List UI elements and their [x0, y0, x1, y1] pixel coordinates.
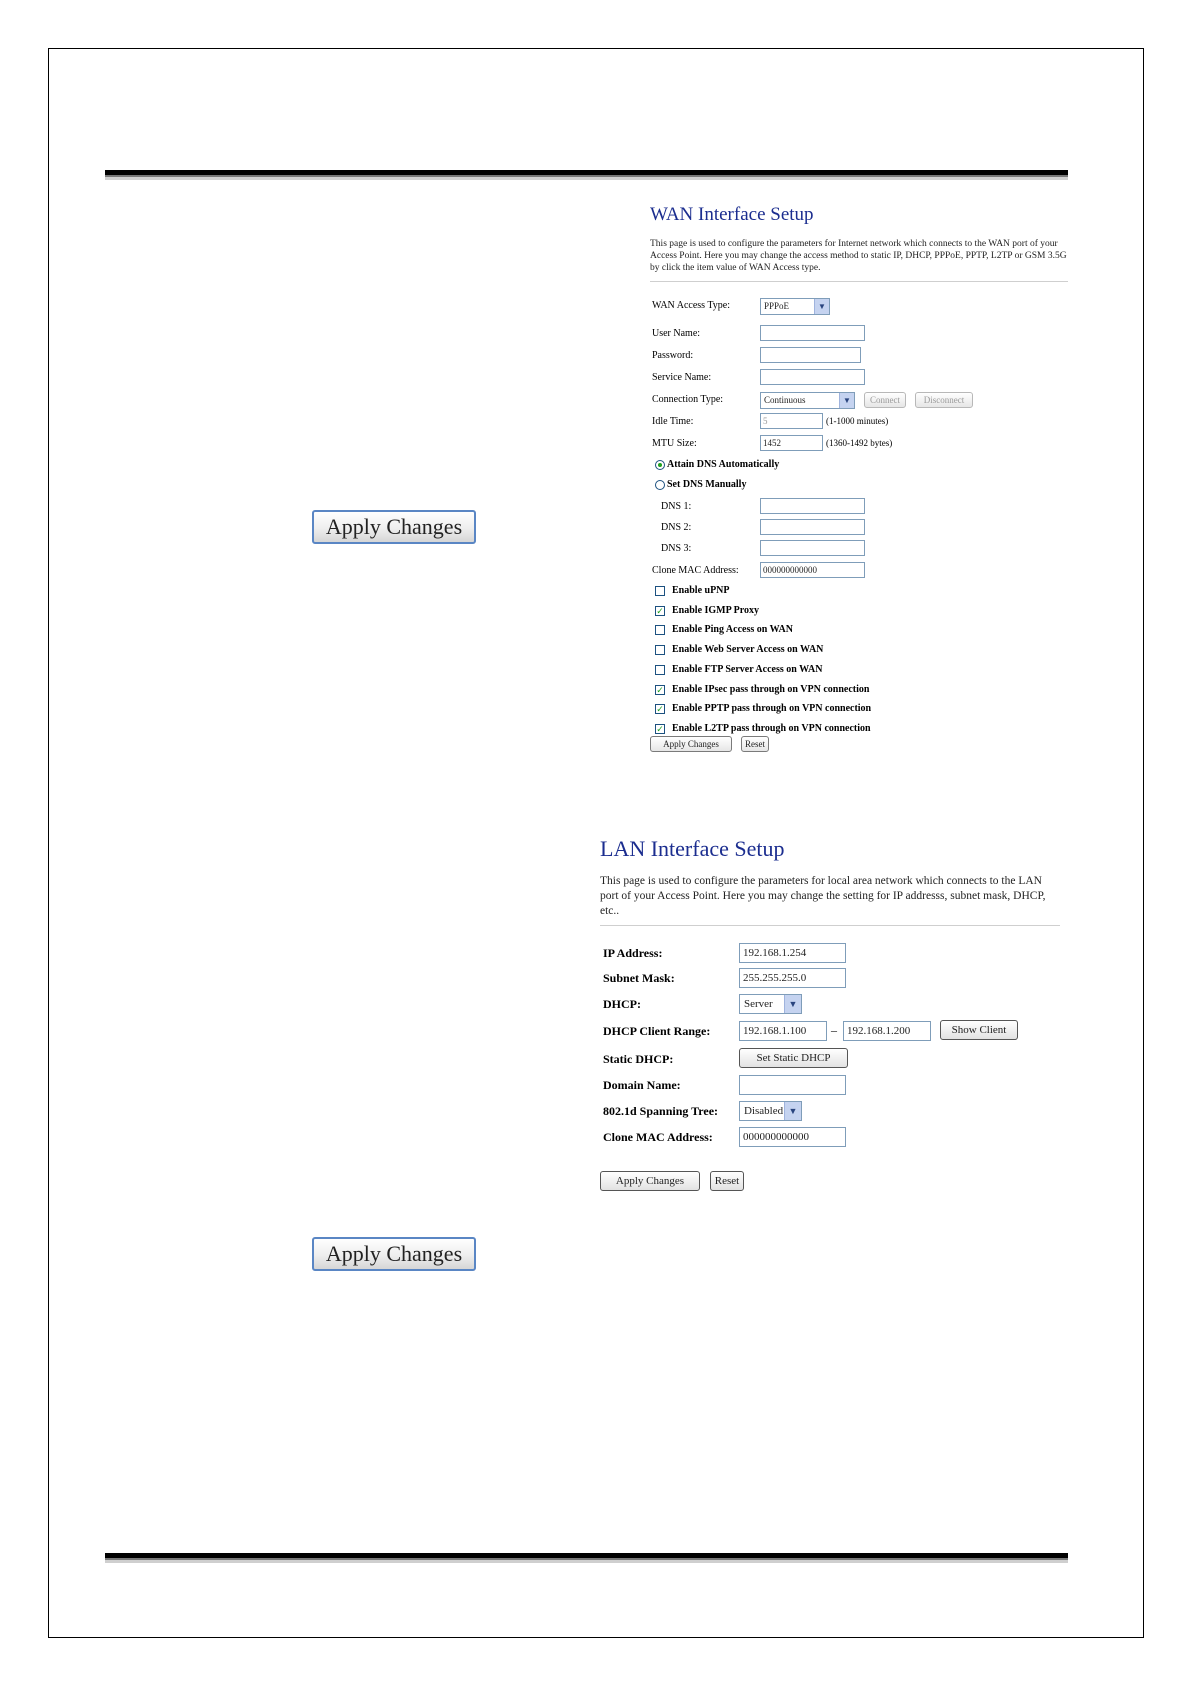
- user-name-input[interactable]: [760, 325, 865, 341]
- wan-clone-mac-input[interactable]: 000000000000: [760, 562, 865, 578]
- lan-reset-button[interactable]: Reset: [710, 1171, 744, 1191]
- wan-form: [650, 282, 1068, 752]
- dhcp-range-end-input[interactable]: 192.168.1.200: [843, 1021, 931, 1041]
- wan-option-checkbox[interactable]: [655, 606, 665, 616]
- set-static-dhcp-button[interactable]: Set Static DHCP: [739, 1048, 848, 1068]
- idle-time-input[interactable]: 5: [760, 413, 823, 429]
- dns-manual-label: Set DNS Manually: [667, 479, 747, 490]
- dns1-label: DNS 1:: [661, 501, 692, 512]
- dns-auto-label: Attain DNS Automatically: [667, 459, 780, 470]
- subnet-mask-label: Subnet Mask:: [603, 971, 675, 985]
- dns2-input[interactable]: [760, 519, 865, 535]
- wan-option-checkbox[interactable]: [655, 625, 665, 635]
- dns3-input[interactable]: [760, 540, 865, 556]
- range-separator: –: [831, 1023, 837, 1037]
- dns-auto-radio[interactable]: [655, 460, 665, 470]
- idle-time-hint: (1-1000 minutes): [826, 416, 889, 426]
- wan-option-label: Enable PPTP pass through on VPN connection: [672, 703, 872, 714]
- dhcp-label: DHCP:: [603, 997, 641, 1011]
- domain-name-input[interactable]: [739, 1075, 846, 1095]
- dhcp-select[interactable]: Server ▼: [739, 994, 802, 1014]
- dns1-input[interactable]: [760, 498, 865, 514]
- idle-time-label: Idle Time:: [652, 416, 694, 427]
- show-client-button[interactable]: Show Client: [940, 1020, 1018, 1040]
- wan-access-type-select[interactable]: PPPoE ▼: [760, 298, 830, 315]
- lan-form: [600, 926, 1060, 1206]
- static-dhcp-label: Static DHCP:: [603, 1052, 674, 1066]
- subnet-mask-input[interactable]: 255.255.255.0: [739, 968, 846, 988]
- apply-changes-button-large-2[interactable]: Apply Changes: [312, 1237, 476, 1271]
- wan-option-checkbox[interactable]: [655, 586, 665, 596]
- dhcp-client-range-label: DHCP Client Range:: [603, 1024, 711, 1038]
- lan-apply-changes-button[interactable]: Apply Changes: [600, 1171, 700, 1191]
- wan-option-checkbox[interactable]: [655, 645, 665, 655]
- lan-description: This page is used to configure the parameters for local area network which connects to the LAN port of your Access Point. Here you may change the setting for IP addresss, subnet mask, DHCP, etc..: [600, 875, 1046, 917]
- connection-type-label: Connection Type:: [652, 394, 724, 405]
- wan-option-label: Enable FTP Server Access on WAN: [672, 664, 823, 675]
- wan-description: This page is used to configure the parameters for Internet network which connects to the WAN port of your Access Point. Here you may change the access method to static IP, DHCP, PPPoE, PPTP, L2TP or GSM 3.5G by click the item value of WAN Access type.: [650, 239, 1067, 273]
- dns2-label: DNS 2:: [661, 522, 692, 533]
- spanning-tree-label: 802.1d Spanning Tree:: [603, 1104, 719, 1118]
- apply-changes-button-large[interactable]: Apply Changes: [312, 510, 476, 544]
- wan-option-label: Enable IPsec pass through on VPN connection: [672, 684, 870, 695]
- bottom-rule: [105, 1553, 1068, 1563]
- dhcp-range-start-input[interactable]: 192.168.1.100: [739, 1021, 827, 1041]
- wan-reset-button[interactable]: Reset: [741, 736, 769, 752]
- chevron-down-icon: ▼: [784, 995, 801, 1013]
- lan-setup-panel: [600, 836, 1060, 1206]
- connection-type-select[interactable]: Continuous ▼: [760, 392, 855, 409]
- wan-title: WAN Interface Setup: [650, 204, 814, 225]
- wan-apply-changes-button[interactable]: Apply Changes: [650, 736, 732, 752]
- lan-clone-mac-label: Clone MAC Address:: [603, 1130, 713, 1144]
- lan-clone-mac-input[interactable]: 000000000000: [739, 1127, 846, 1147]
- disconnect-button[interactable]: Disconnect: [915, 392, 973, 408]
- dns3-label: DNS 3:: [661, 543, 692, 554]
- connect-button[interactable]: Connect: [864, 392, 906, 408]
- checkmark-icon: ✓: [656, 704, 664, 714]
- wan-option-checkbox[interactable]: [655, 685, 665, 695]
- wan-option-label: Enable L2TP pass through on VPN connection: [672, 723, 871, 734]
- ip-address-input[interactable]: 192.168.1.254: [739, 943, 846, 963]
- password-label: Password:: [652, 350, 694, 361]
- service-name-label: Service Name:: [652, 372, 712, 383]
- wan-option-checkbox[interactable]: [655, 724, 665, 734]
- wan-option-checkbox[interactable]: [655, 704, 665, 714]
- password-input[interactable]: [760, 347, 861, 363]
- chevron-down-icon: ▼: [784, 1102, 801, 1120]
- lan-title: LAN Interface Setup: [600, 836, 785, 861]
- mtu-size-input[interactable]: 1452: [760, 435, 823, 451]
- chevron-down-icon: ▼: [814, 299, 829, 314]
- ip-address-label: IP Address:: [603, 946, 663, 960]
- wan-option-checkbox[interactable]: [655, 665, 665, 675]
- wan-access-type-label: WAN Access Type:: [652, 300, 730, 311]
- service-name-input[interactable]: [760, 369, 865, 385]
- domain-name-label: Domain Name:: [603, 1078, 681, 1092]
- mtu-size-hint: (1360-1492 bytes): [826, 438, 893, 448]
- wan-setup-panel: [650, 204, 1068, 752]
- wan-option-label: Enable Ping Access on WAN: [672, 624, 793, 635]
- spanning-tree-select[interactable]: Disabled ▼: [739, 1101, 802, 1121]
- wan-option-label: Enable IGMP Proxy: [672, 605, 760, 616]
- dns-manual-radio[interactable]: [655, 480, 665, 490]
- top-rule: [105, 170, 1068, 180]
- checkmark-icon: ✓: [656, 606, 664, 616]
- wan-clone-mac-label: Clone MAC Address:: [652, 565, 739, 576]
- wan-option-label: Enable uPNP: [672, 585, 730, 596]
- checkmark-icon: ✓: [656, 724, 664, 734]
- wan-option-label: Enable Web Server Access on WAN: [672, 644, 824, 655]
- chevron-down-icon: ▼: [839, 393, 854, 408]
- user-name-label: User Name:: [652, 328, 701, 339]
- mtu-size-label: MTU Size:: [652, 438, 697, 449]
- checkmark-icon: ✓: [656, 685, 664, 695]
